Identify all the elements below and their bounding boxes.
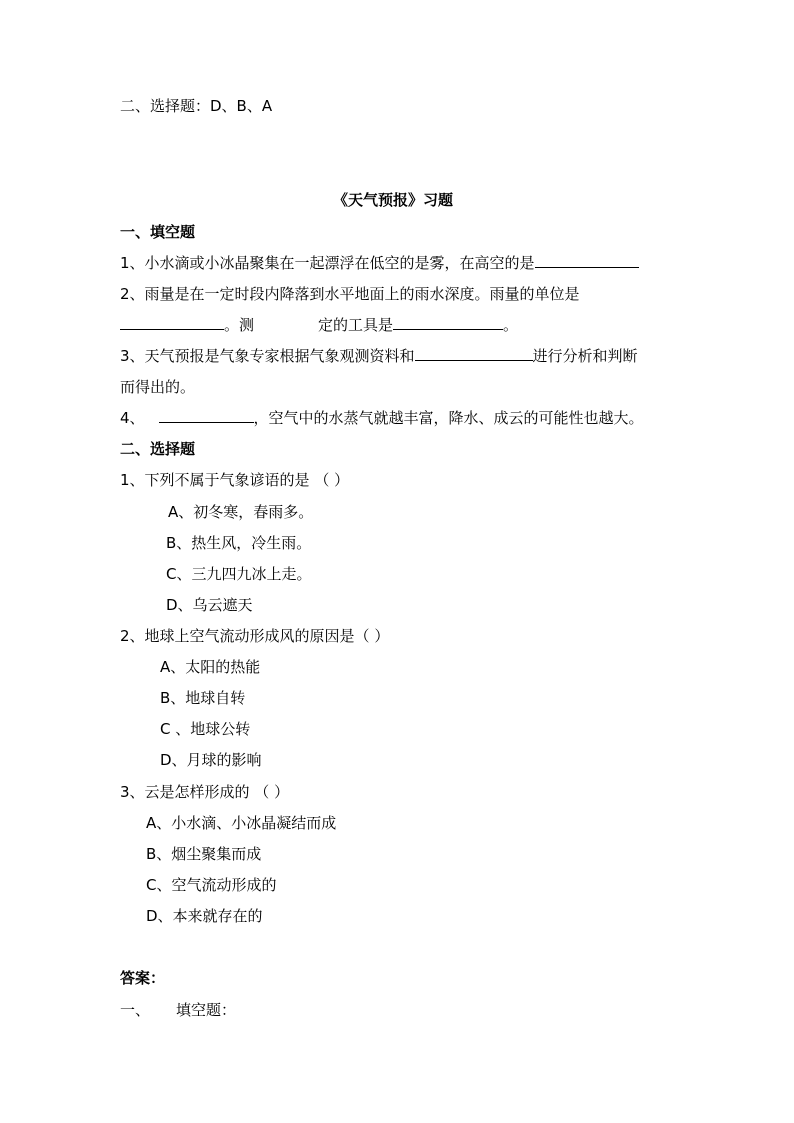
fill-q2-line2 xyxy=(120,315,518,335)
previous-answer: 二、选择题：D、B、A xyxy=(120,97,273,115)
answers-heading: 答案： xyxy=(120,969,166,987)
fill-q3-text2: 进行分析和判断 xyxy=(532,347,638,365)
fill-q4-text: ，空气中的水蒸气就越丰富，降水、成云的可能性也越大。 xyxy=(253,409,644,427)
choice-q3-option-c: C、空气流动形成的 xyxy=(146,876,277,894)
fill-q4-blank xyxy=(159,408,254,423)
fill-q3-text1: 3、天气预报是气象专家根据气象观测资料和 xyxy=(120,347,415,365)
choice-q1-option-c: C、三九四九冰上走。 xyxy=(166,565,312,583)
choice-q3-option-b: B、烟尘聚集而成 xyxy=(146,845,262,863)
fill-q2-text1: 。测 xyxy=(224,316,255,334)
choice-q2-option-a: A、太阳的热能 xyxy=(160,658,261,676)
answers-sub-label: 填空题： xyxy=(176,1001,237,1019)
fill-q3-line1 xyxy=(120,346,638,366)
choice-q3-stem: 3、云是怎样形成的 （ ） xyxy=(120,783,290,801)
fill-q2-blank1 xyxy=(120,315,224,330)
answers-subheading xyxy=(120,1000,236,1020)
fill-q2-blank2 xyxy=(393,315,503,330)
choice-q3-option-a: A、小水滴、小冰晶凝结而成 xyxy=(146,814,337,832)
fill-q2-text3: 。 xyxy=(503,316,519,334)
fill-q1-blank xyxy=(535,253,639,268)
fill-q1 xyxy=(120,253,639,273)
choice-q2-option-b: B、地球自转 xyxy=(160,689,246,707)
choice-q1-option-b: B、热生风，冷生雨。 xyxy=(166,534,312,552)
fill-q4 xyxy=(120,408,644,428)
fill-heading: 一、填空题 xyxy=(120,223,196,241)
choice-q1-option-a: A、初冬寒，春雨多。 xyxy=(168,503,314,521)
choice-q2-option-c: C 、地球公转 xyxy=(160,720,251,738)
fill-q2-line1: 2、雨量是在一定时段内降落到水平地面上的雨水深度。雨量的单位是 xyxy=(120,285,580,303)
answers-sub-number: 一、 xyxy=(120,1001,151,1019)
fill-q3-blank xyxy=(415,346,533,361)
fill-q3-line2: 而得出的。 xyxy=(120,378,196,396)
fill-q4-number: 4、 xyxy=(120,409,145,427)
page-title: 《天气预报》习题 xyxy=(333,191,454,209)
choice-q1-option-d: D、乌云遮天 xyxy=(166,596,253,614)
choice-heading: 二、选择题 xyxy=(120,440,196,458)
fill-q1-text: 1、小水滴或小冰晶聚集在一起漂浮在低空的是雾，在高空的是 xyxy=(120,254,535,272)
choice-q1-stem: 1、下列不属于气象谚语的是 （ ） xyxy=(120,471,350,489)
choice-q2-option-d: D、月球的影响 xyxy=(160,751,262,769)
choice-q3-option-d: D、本来就存在的 xyxy=(146,907,263,925)
choice-q2-stem: 2、地球上空气流动形成风的原因是（ ） xyxy=(120,627,390,645)
fill-q2-text2: 定的工具是 xyxy=(318,316,394,334)
